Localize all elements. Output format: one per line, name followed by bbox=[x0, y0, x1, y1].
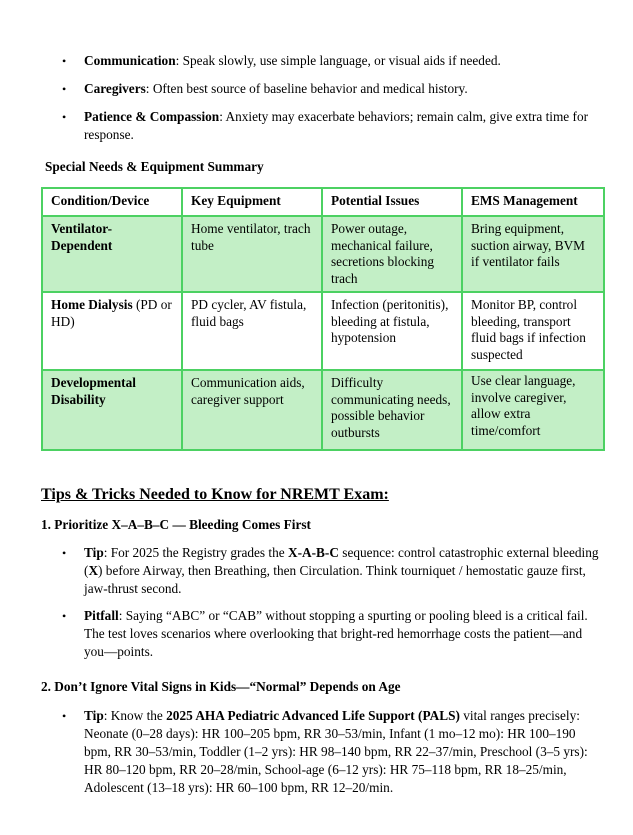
management-cell: Bring equipment, suction airway, BVM if ventilator fails bbox=[462, 216, 604, 292]
list-item bbox=[0, 707, 633, 797]
item-label: Patience & Compassion bbox=[84, 109, 220, 124]
tip-list bbox=[0, 544, 633, 670]
item-label: Caregivers bbox=[84, 81, 146, 96]
condition-name: Ventilator-Dependent bbox=[51, 221, 113, 253]
bullet-icon: • bbox=[62, 110, 67, 124]
item-label: Pitfall bbox=[84, 608, 119, 623]
item-label: Tip bbox=[84, 708, 104, 723]
condition-detail: (PD or HD) bbox=[51, 297, 172, 329]
bullet-icon: • bbox=[62, 609, 67, 623]
list-item bbox=[0, 108, 633, 144]
tip-heading: 2. Don’t Ignore Vital Signs in Kids—“Normal” Depends on Age bbox=[41, 679, 401, 694]
bullet-icon: • bbox=[62, 82, 67, 96]
list-item bbox=[0, 80, 633, 98]
section-title: Tips & Tricks Needed to Know for NREMT Exam: bbox=[41, 486, 389, 503]
bullet-icon: • bbox=[62, 546, 67, 560]
column-header: Key Equipment bbox=[182, 188, 322, 216]
condition-name: Developmental Disability bbox=[51, 375, 136, 407]
tip-heading: 1. Prioritize X–A–B–C — Bleeding Comes First bbox=[41, 517, 311, 532]
tip-list bbox=[0, 707, 633, 797]
condition-cell bbox=[42, 292, 182, 370]
issues-cell: Difficulty communicating needs, possible behavior outbursts bbox=[322, 370, 462, 450]
condition-cell bbox=[42, 216, 182, 292]
table-row bbox=[42, 216, 604, 292]
emphasis-text: 2025 AHA Pediatric Advanced Life Support (PALS) bbox=[166, 708, 460, 723]
communication-tips-list bbox=[0, 52, 633, 154]
emphasis-text: X bbox=[88, 563, 99, 578]
bullet-icon: • bbox=[62, 709, 67, 723]
bullet-icon: • bbox=[62, 54, 67, 68]
emphasis-text: X-A-B-C bbox=[288, 545, 339, 560]
item-text: : Saying “ABC” or “CAB” without stopping a spurting or pooling bleed is a critical fail. The test loves scenarios where overlooking that bright-red hemorrhage costs the patient—and you—points. bbox=[84, 608, 588, 659]
column-header: EMS Management bbox=[462, 188, 604, 216]
condition-name: Home Dialysis bbox=[51, 297, 133, 312]
management-cell: Use clear language, involve caregiver, allow extra time/comfort bbox=[462, 370, 604, 450]
item-text: : Speak slowly, use simple language, or visual aids if needed. bbox=[175, 53, 501, 68]
item-text: : Often best source of baseline behavior and medical history. bbox=[145, 81, 468, 96]
management-cell: Monitor BP, control bleeding, transport fluid bags if infection suspected bbox=[462, 292, 604, 370]
table-caption: Special Needs & Equipment Summary bbox=[45, 159, 264, 174]
item-text: ) before Airway, then Breathing, then Circulation. Think tourniquet / hemostatic gauze first, jaw-thrust second. bbox=[84, 563, 586, 596]
item-label: Tip bbox=[84, 545, 104, 560]
table-header-row bbox=[42, 188, 604, 216]
table-row bbox=[42, 370, 604, 450]
item-label: Communication bbox=[84, 53, 176, 68]
item-text: vital ranges precisely: Neonate (0–28 days): HR 100–205 bpm, RR 30–53/min, Infant (1 mo–12 mo): HR 100–190 bpm, RR 30–53/min, Toddler (1–2 yrs): HR 98–140 bpm, RR 22–37/min, Preschool (3–5 yrs): HR 80–120 bpm, RR 20–28/min, School-age (6–12 yrs): HR 75–118 bpm, RR 18–25/min, Adolescent (13–18 yrs): HR 60–100 bpm, RR 12–20/min. bbox=[84, 708, 588, 795]
equipment-cell: Home ventilator, trach tube bbox=[182, 216, 322, 292]
item-text: : Know the bbox=[103, 708, 167, 723]
item-text: : Anxiety may exacerbate behaviors; remain calm, give extra time for response. bbox=[84, 109, 589, 142]
column-header: Condition/Device bbox=[42, 188, 182, 216]
equipment-cell: PD cycler, AV fistula, fluid bags bbox=[182, 292, 322, 370]
list-item bbox=[0, 607, 633, 661]
issues-cell: Infection (peritonitis), bleeding at fistula, hypotension bbox=[322, 292, 462, 370]
item-text: : For 2025 the Registry grades the bbox=[103, 545, 288, 560]
item-text: sequence: control catastrophic external bleeding ( bbox=[84, 545, 599, 578]
list-item bbox=[0, 544, 633, 598]
table-row bbox=[42, 292, 604, 370]
condition-cell bbox=[42, 370, 182, 450]
list-item bbox=[0, 52, 633, 70]
equipment-summary-table bbox=[41, 187, 605, 451]
column-header: Potential Issues bbox=[322, 188, 462, 216]
issues-cell: Power outage, mechanical failure, secretions blocking trach bbox=[322, 216, 462, 292]
equipment-cell: Communication aids, caregiver support bbox=[182, 370, 322, 450]
